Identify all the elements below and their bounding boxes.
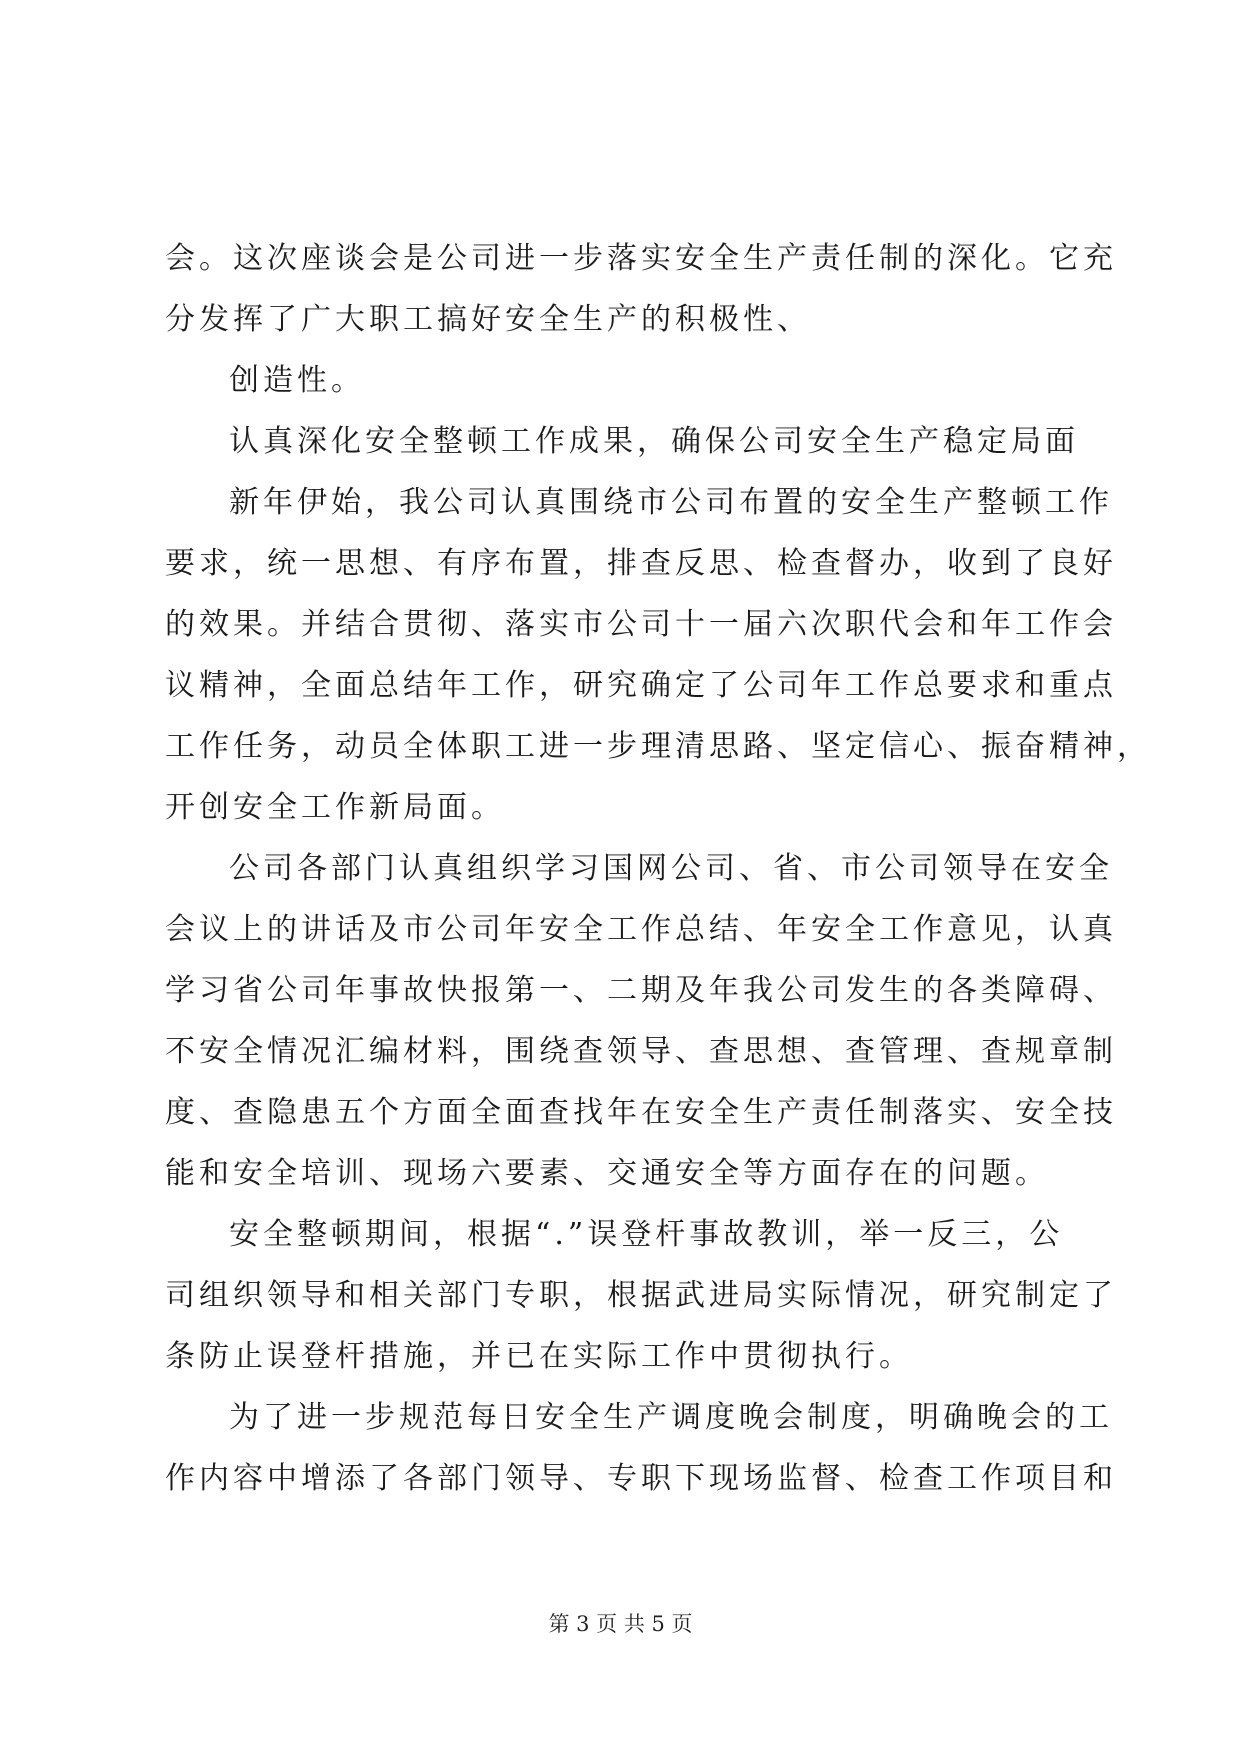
text-line: 司组织领导和相关部门专职，根据武进局实际情况，研究制定了 xyxy=(165,1278,1117,1313)
text-line: 要求，统一思想、有序布置，排查反思、检查督办，收到了良好 xyxy=(165,546,1117,581)
text-line: 议精神，全面总结年工作，研究确定了公司年工作总要求和重点 xyxy=(165,668,1117,703)
text-line: 条防止误登杆措施，并已在实际工作中贯彻执行。 xyxy=(165,1339,913,1374)
page-footer: 第 3 页 共 5 页 xyxy=(548,1612,693,1636)
section-heading: 认真深化安全整顿工作成果，确保公司安全生产稳定局面 xyxy=(229,424,1079,459)
text-line: 会。这次座谈会是公司进一步落实安全生产责任制的深化。它充 xyxy=(165,241,1117,276)
text-line: 工作任务，动员全体职工进一步理清思路、坚定信心、振奋精神， xyxy=(165,729,1151,764)
text-line: 开创安全工作新局面。 xyxy=(165,790,505,825)
text-line: 新年伊始，我公司认真围绕市公司布置的安全生产整顿工作 xyxy=(229,485,1113,520)
text-line: 创造性。 xyxy=(229,363,365,398)
text-line: 不安全情况汇编材料，围绕查领导、查思想、查管理、查规章制 xyxy=(165,1034,1117,1069)
text-line: 作内容中增添了各部门领导、专职下现场监督、检查工作项目和 xyxy=(165,1461,1117,1496)
text-line: 学习省公司年事故快报第一、二期及年我公司发生的各类障碍、 xyxy=(165,973,1117,1008)
text-line: 分发挥了广大职工搞好安全生产的积极性、 xyxy=(165,302,811,337)
document-body xyxy=(165,228,1151,1509)
text-line: 能和安全培训、现场六要素、交通安全等方面存在的问题。 xyxy=(165,1156,1049,1191)
text-line: 公司各部门认真组织学习国网公司、省、市公司领导在安全 xyxy=(229,851,1113,886)
text-line: 会议上的讲话及市公司年安全工作总结、年安全工作意见，认真 xyxy=(165,912,1117,947)
text-line: 为了进一步规范每日安全生产调度晚会制度，明确晚会的工 xyxy=(229,1400,1113,1435)
text-line: 的效果。并结合贯彻、落实市公司十一届六次职代会和年工作会 xyxy=(165,607,1117,642)
text-line: 安全整顿期间，根据“.”误登杆事故教训，举一反三，公 xyxy=(229,1217,1064,1252)
text-line: 度、查隐患五个方面全面查找年在安全生产责任制落实、安全技 xyxy=(165,1095,1117,1130)
